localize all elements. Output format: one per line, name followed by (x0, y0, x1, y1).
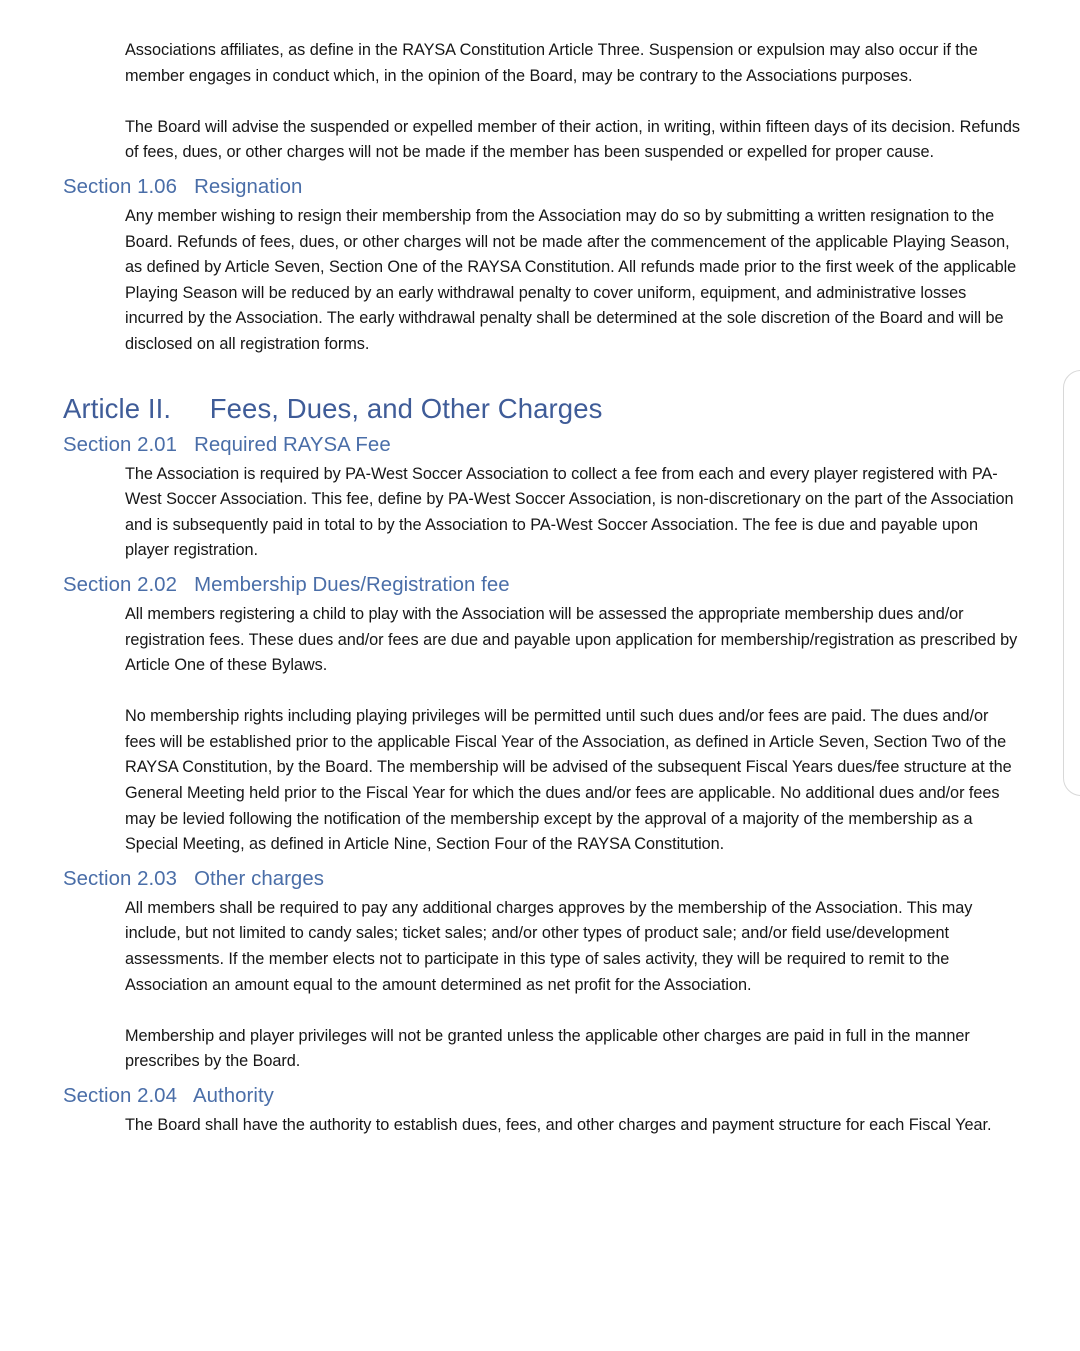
section-2-03-body (63, 896, 1040, 1075)
paragraph: Associations affiliates, as define in the RAYSA Constitution Article Three. Suspension or expulsion may also occur if the member engages in conduct which, in the opinion of the Board, may be contrary to the Associations purposes. (125, 41, 978, 85)
paragraph: Membership and player privileges will not be granted unless the applicable other charges are paid in full in the manner prescribes by the Board. (125, 1026, 970, 1071)
section-2-01-body (63, 462, 1040, 564)
section-heading-2-03: Section 2.03 Other charges (63, 867, 324, 890)
section-heading-2-01: Section 2.01 Required RAYSA Fee (63, 433, 391, 456)
section-heading-2-04: Section 2.04 Authority (63, 1085, 274, 1107)
paragraph: Any member wishing to resign their membership from the Association may do so by submitting a written resignation to the Board. Refunds of fees, dues, or other charges will not be made after the commencement of the applicable Playing Season, as defined by Article Seven, Section One of the RAYSA Constitution. All refunds made prior to the first week of the applicable Playing Season will be reduced by an early withdrawal penalty to cover uniform, equipment, and administrative losses incurred by the Association. The early withdrawal penalty shall be determined at the sole discretion of the Board and will be disclosed on all registration forms. (125, 206, 1017, 353)
continuation-block (63, 38, 1040, 166)
paragraph: No membership rights including playing privileges will be permitted until such dues and/or fees are paid. The dues and/or fees will be established prior to the applicable Fiscal Year of the Association, as defined in Article Seven, Section Two of the RAYSA Constitution, by the Board. The membership will be advised of the subsequent Fiscal Years dues/fee structure at the General Meeting held prior to the Fiscal Year for which the dues and/or fees are applicable. No additional dues and/or fees may be levied following the notification of the membership except by the approval of a majority of the membership as a Special Meeting, as defined in Article Nine, Section Four of the RAYSA Constitution. (125, 707, 1012, 854)
paragraph: All members registering a child to play with the Association will be assessed the appropriate membership dues and/or registration fees. These dues and/or fees are due and payable upon application for membership/registration as prescribed by Article One of these Bylaws. (125, 604, 1018, 675)
section-2-04-body (63, 1113, 1040, 1139)
section-heading-1-06: Section 1.06 Resignation (63, 175, 303, 198)
paragraph: The Board will advise the suspended or expelled member of their action, in writing, within fifteen days of its decision. Refunds of fees, dues, or other charges will not be made if the member has been suspended or expelled for proper cause. (125, 117, 1020, 162)
right-edge-panel[interactable] (1063, 370, 1080, 796)
section-1-06-body (63, 204, 1040, 358)
paragraph: The Association is required by PA-West Soccer Association to collect a fee from each and every player registered with PA-West Soccer Association. This fee, define by PA-West Soccer Association, is non-discretionary on the part of the Association and is subsequently paid in total to by the Association to PA-West Soccer Association. The fee is due and payable upon player registration. (125, 464, 1014, 560)
section-heading-2-02: Section 2.02 Membership Dues/Registration fee (63, 573, 510, 596)
section-2-02-body (63, 602, 1040, 858)
article-heading-2: Article II. Fees, Dues, and Other Charges (63, 392, 603, 424)
paragraph: All members shall be required to pay any additional charges approves by the membership of the Association. This may include, but not limited to candy sales; ticket sales; and/or other types of product sale; and/or field use/development assessments. If the member elects not to participate in this type of sales activity, they will be required to remit to the Association an amount equal to the amount determined as net profit for the Association. (125, 898, 973, 994)
paragraph: The Board shall have the authority to establish dues, fees, and other charges and payment structure for each Fiscal Year. (125, 1116, 992, 1134)
